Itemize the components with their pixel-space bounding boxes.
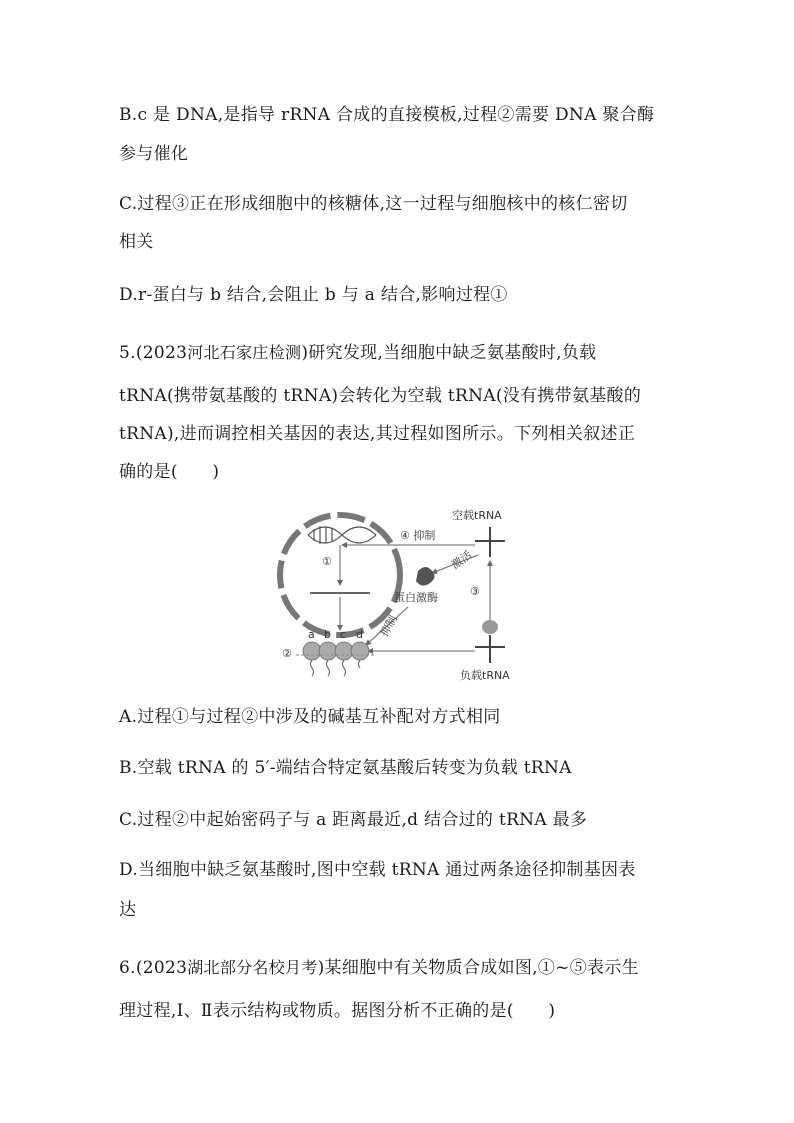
q4-option-b-line2: 参与催化: [119, 144, 189, 164]
q6-source: 湖北部分名校月考: [187, 958, 318, 977]
dna-helix-icon: [308, 526, 376, 544]
q5-stem-line2: tRNA(携带氨基酸的 tRNA)会转化为空载 tRNA(没有携带氨基酸的: [119, 386, 642, 406]
q5-option-d-line2: 达: [119, 900, 137, 920]
ribosomes: [303, 642, 369, 660]
ribosome-label-d: d: [356, 628, 363, 641]
activate-label: 激活: [448, 548, 475, 572]
amino-acid-icon: [482, 620, 498, 634]
q5-stem-line3: tRNA),进而调控相关基因的表达,其过程如图所示。下列相关叙述正: [119, 424, 636, 444]
q4-option-d: D.r-蛋白与 b 结合,会阻止 b 与 a 结合,影响过程①: [119, 285, 508, 305]
q4-option-b-line1: B.c 是 DNA,是指导 rRNA 合成的直接模板,过程②需要 DNA 聚合酶: [119, 105, 655, 125]
process3-label: ③: [470, 585, 480, 598]
q5-option-a: A.过程①与过程②中涉及的碱基互补配对方式相同: [119, 707, 501, 727]
q4-option-c-line2: 相关: [119, 232, 154, 252]
ribosome-label-b: b: [324, 628, 331, 641]
q5-option-b: B.空载 tRNA 的 5′-端结合特定氨基酸后转变为负载 tRNA: [119, 758, 572, 778]
ribosome-label-c: c: [340, 628, 347, 641]
q5-source: 河北石家庄检测: [187, 343, 302, 362]
q5-stem-line1: [119, 342, 596, 364]
ribosome-label-a: a: [308, 628, 315, 641]
loaded-trna-icon: [475, 635, 505, 663]
process1-label: ①: [322, 555, 332, 568]
q6-stem-line2: 理过程,Ⅰ、Ⅱ表示结构或物质。据图分析不正确的是( ): [119, 1001, 556, 1021]
empty-trna-label: 空载tRNA: [452, 509, 502, 522]
inhibit4-label: ④ 抑制: [400, 529, 436, 542]
protein-kinase-icon: [416, 567, 435, 586]
process2-label: ②: [282, 647, 292, 660]
q4-option-c-line1: C.过程③正在形成细胞中的核糖体,这一过程与细胞核中的核仁密切: [119, 194, 628, 214]
q6-stem-text: )某细胞中有关物质合成如图,①~⑤表示生: [317, 958, 639, 978]
q5-option-c: C.过程②中起始密码子与 a 距离最近,d 结合过的 tRNA 最多: [119, 810, 588, 830]
loaded-trna-label: 负载tRNA: [460, 669, 510, 682]
q6-stem-line1: [119, 957, 639, 979]
q6-number: 6.(2023: [119, 958, 188, 978]
q5-stem-line4: 确的是( ): [119, 462, 220, 482]
q5-number: 5.(2023: [119, 343, 188, 363]
kinase-label: 蛋白激酶: [394, 591, 438, 604]
q5-option-d-line1: D.当细胞中缺乏氨基酸时,图中空载 tRNA 通过两条途径抑制基因表: [119, 860, 636, 880]
q5-stem-text: )研究发现,当细胞中缺乏氨基酸时,负载: [301, 343, 597, 363]
trna-regulation-diagram: [270, 505, 530, 685]
inhibit-label: 抑制: [377, 613, 400, 639]
empty-trna-icon: [475, 527, 505, 557]
peptide-chains: [311, 660, 361, 676]
